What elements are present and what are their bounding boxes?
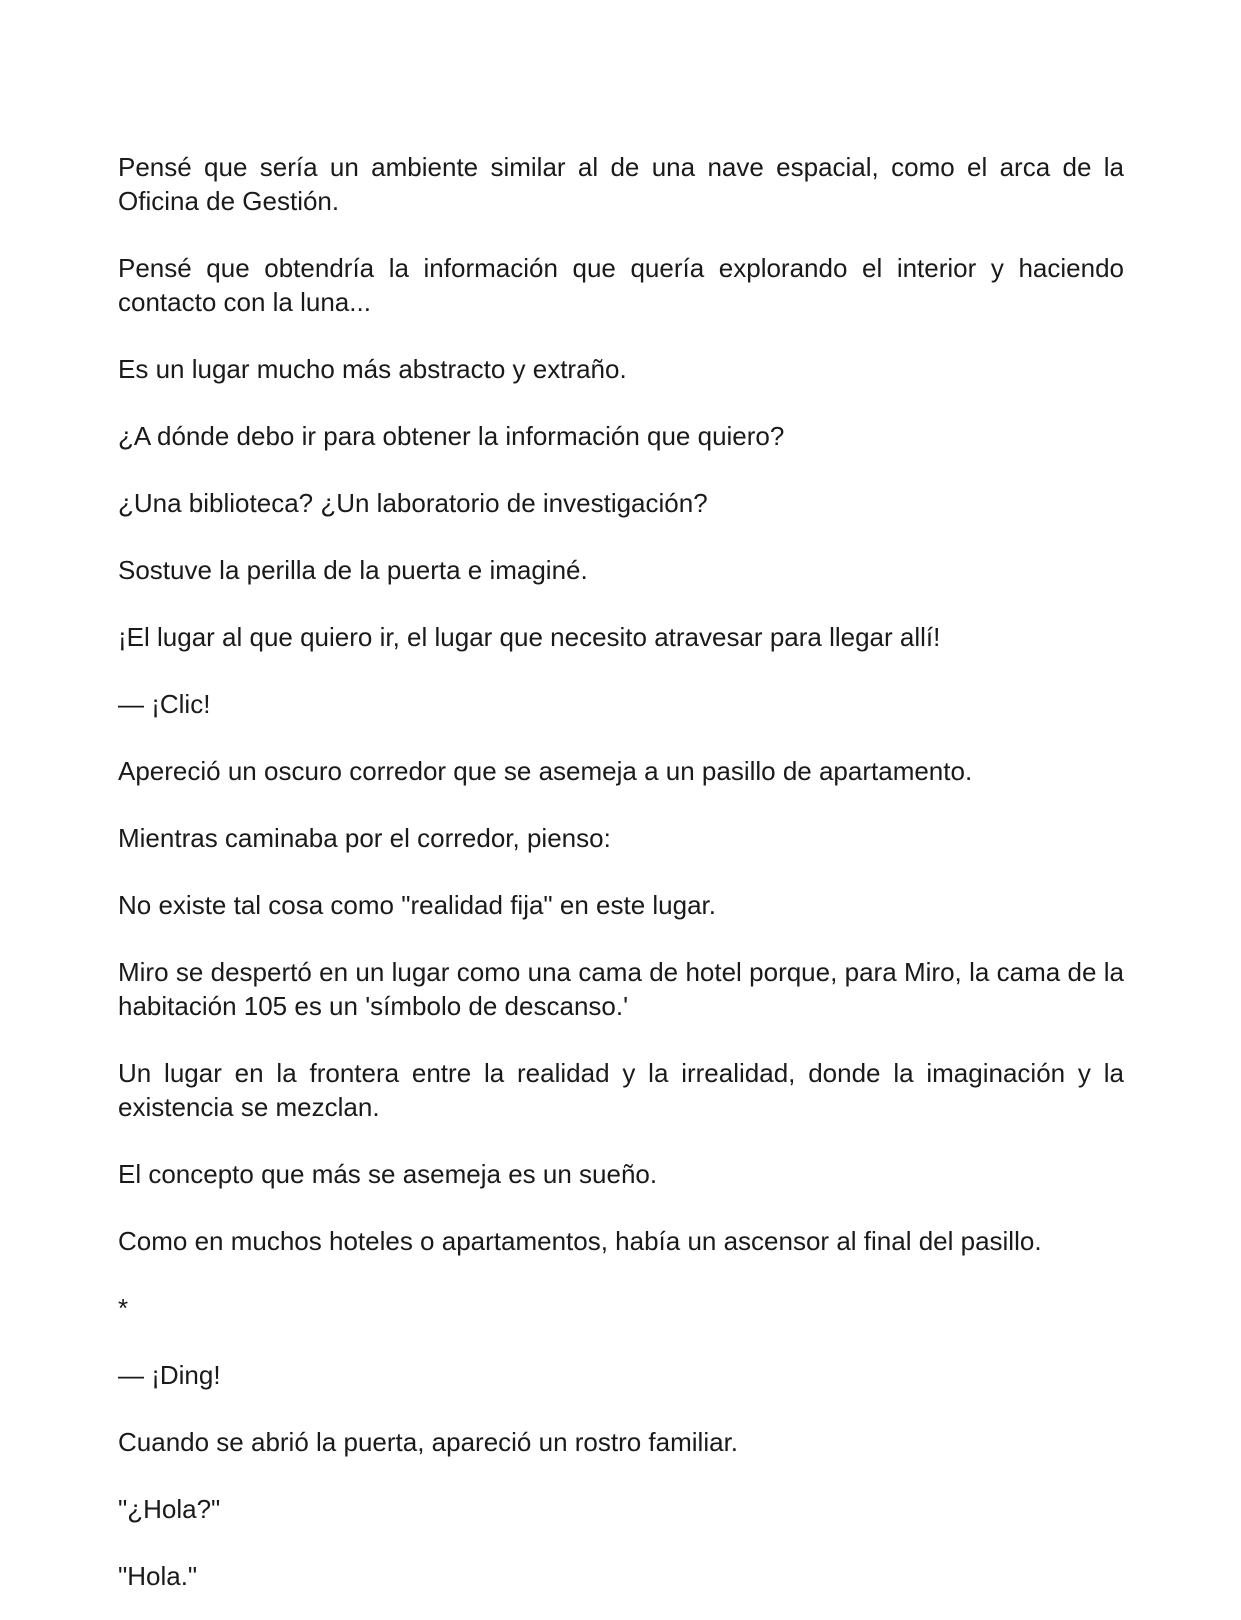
- paragraph: Pensé que obtendría la información que quería explorando el interior y haciendo contacto con la luna...: [118, 253, 1124, 317]
- paragraph: "¿Hola?": [118, 1494, 221, 1524]
- paragraph: "Hola.": [118, 1561, 198, 1591]
- paragraph: Es un lugar mucho más abstracto y extraño.: [118, 354, 627, 384]
- paragraph: El concepto que más se asemeja es un sueño.: [118, 1159, 658, 1189]
- paragraph: Como en muchos hoteles o apartamentos, había un ascensor al final del pasillo.: [118, 1226, 1042, 1256]
- document-body: [118, 150, 1124, 1593]
- paragraph: ¡El lugar al que quiero ir, el lugar que necesito atravesar para llegar allí!: [118, 622, 941, 652]
- paragraph: No existe tal cosa como "realidad fija" en este lugar.: [118, 890, 716, 920]
- paragraph: Cuando se abrió la puerta, apareció un rostro familiar.: [118, 1427, 739, 1457]
- paragraph: Miro se despertó en un lugar como una cama de hotel porque, para Miro, la cama de la habitación 105 es un 'símbolo de descanso.': [118, 957, 1124, 1021]
- paragraph: Mientras caminaba por el corredor, pienso:: [118, 823, 611, 853]
- paragraph: — ¡Ding!: [118, 1360, 221, 1390]
- paragraph: Un lugar en la frontera entre la realidad y la irrealidad, donde la imaginación y la existencia se mezclan.: [118, 1058, 1124, 1122]
- scene-break: *: [118, 1293, 129, 1323]
- paragraph: ¿A dónde debo ir para obtener la información que quiero?: [118, 421, 785, 451]
- paragraph: ¿Una biblioteca? ¿Un laboratorio de investigación?: [118, 488, 708, 518]
- paragraph: Apereció un oscuro corredor que se asemeja a un pasillo de apartamento.: [118, 756, 973, 786]
- paragraph: Pensé que sería un ambiente similar al de una nave espacial, como el arca de la Oficina de Gestión.: [118, 152, 1124, 216]
- paragraph: Sostuve la perilla de la puerta e imaginé.: [118, 555, 588, 585]
- paragraph: — ¡Clic!: [118, 689, 211, 719]
